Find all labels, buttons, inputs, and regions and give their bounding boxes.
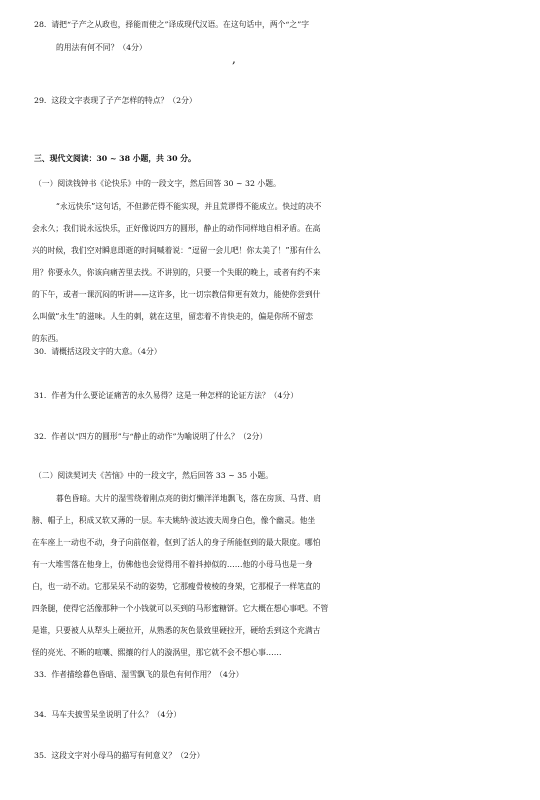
passage-1-line-2: 会永久；我们说永远快乐，正好像说四方的圆形，静止的动作同样地自相矛盾。在高 xyxy=(32,224,321,233)
passage-1-line-3: 兴的时候，我们空对瞬息即逝的时间喊着说：“逗留一会儿吧！你太美了！”那有什么 xyxy=(32,246,321,255)
question-28-line-1: 28. 请把“子产之从政也，择能而使之”译成现代汉语。在这句话中，两个“之”字 xyxy=(34,20,310,29)
question-31: 31. 作者为什么要论证痛苦的永久易得？这是一种怎样的论证方法？（4分） xyxy=(34,391,299,400)
passage-2-line-5: 白，也一动不动。它那呆呆不动的姿势，它那瘦骨棱棱的身架，它那棍子一样笔直的 xyxy=(32,582,321,591)
passage-1-line-6: 么叫做“永生”的滋味。人生的刺，就在这里，留恋着不肯快走的，偏是你所不留恋 xyxy=(32,312,313,321)
question-28-line-2: 的用法有何不同？（4分） xyxy=(56,43,147,52)
passage-1-line-4: 用？你要永久，你该向痛苦里去找。不讲别的，只要一个失眠的晚上，或者有约不来 xyxy=(32,268,321,277)
part-2-intro: （二）阅读契诃夫《苦恼》中的一段文字，然后回答 33 ~ 35 小题。 xyxy=(34,471,274,480)
question-35: 35. 这段文字对小母马的描写有何意义？（2分） xyxy=(34,751,205,760)
question-34: 34. 马车夫披雪呆坐说明了什么？（4分） xyxy=(34,710,182,719)
passage-2-line-2: 膀、帽子上，积成又软又薄的一层。车夫姚纳·波达波夫周身白色，像个幽灵。他坐 xyxy=(32,516,316,525)
question-33: 33. 作者描绘暮色昏暗、湿雪飘飞的景色有何作用？（4分） xyxy=(34,670,244,679)
passage-2-line-4: 有一大堆雪落在他身上，仿佛他也会觉得用不着抖掉似的……他的小母马也是一身 xyxy=(32,560,313,569)
question-32: 32. 作者以“四方的圆形”与“静止的动作”为喻说明了什么？（2分） xyxy=(34,432,268,441)
question-30: 30. 请概括这段文字的大意。（4分） xyxy=(34,347,162,356)
passage-2-line-6: 四条腿，使得它活像那种一个小钱就可以买到的马形蜜糖饼。它大概在想心事吧。不管 xyxy=(32,604,329,613)
passage-1-line-1: “永远快乐”这句话，不但渺茫得不能实现，并且荒谬得不能成立。快过的决不 xyxy=(56,202,322,211)
passage-1-line-5: 的下午，或者一课沉闷的听讲——这许多，比一切宗教信仰更有效力，能使你尝到什 xyxy=(32,290,321,299)
passage-1-line-7: 的东西。 xyxy=(32,334,64,343)
part-1-intro: （一）阅读钱钟书《论快乐》中的一段文字，然后回答 30 ~ 32 小题。 xyxy=(34,179,281,188)
passage-2-line-1: 暮色昏暗。大片的湿雪绕着刚点亮的街灯懒洋洋地飘飞，落在房顶、马背、肩 xyxy=(56,494,322,503)
passage-2-line-8: 怪的亮光、不断的喧嚷、熙攘的行人的漩涡里，那它就不会不想心事…… xyxy=(32,648,282,657)
stray-mark: , xyxy=(232,52,236,66)
passage-2-line-7: 是谁，只要被人从犁头上硬拉开，从熟悉的灰色景致里硬拉开，硬给丢到这个充满古 xyxy=(32,626,321,635)
question-29: 29. 这段文字表现了子产怎样的特点？（2分） xyxy=(34,96,197,105)
passage-2-line-3: 在车座上一动也不动，身子向前伛着，伛到了活人的身子所能伛到的最大限度。哪怕 xyxy=(32,538,321,547)
section-3-heading: 三、现代文阅读：30 ~ 38 小题，共 30 分。 xyxy=(34,154,196,163)
